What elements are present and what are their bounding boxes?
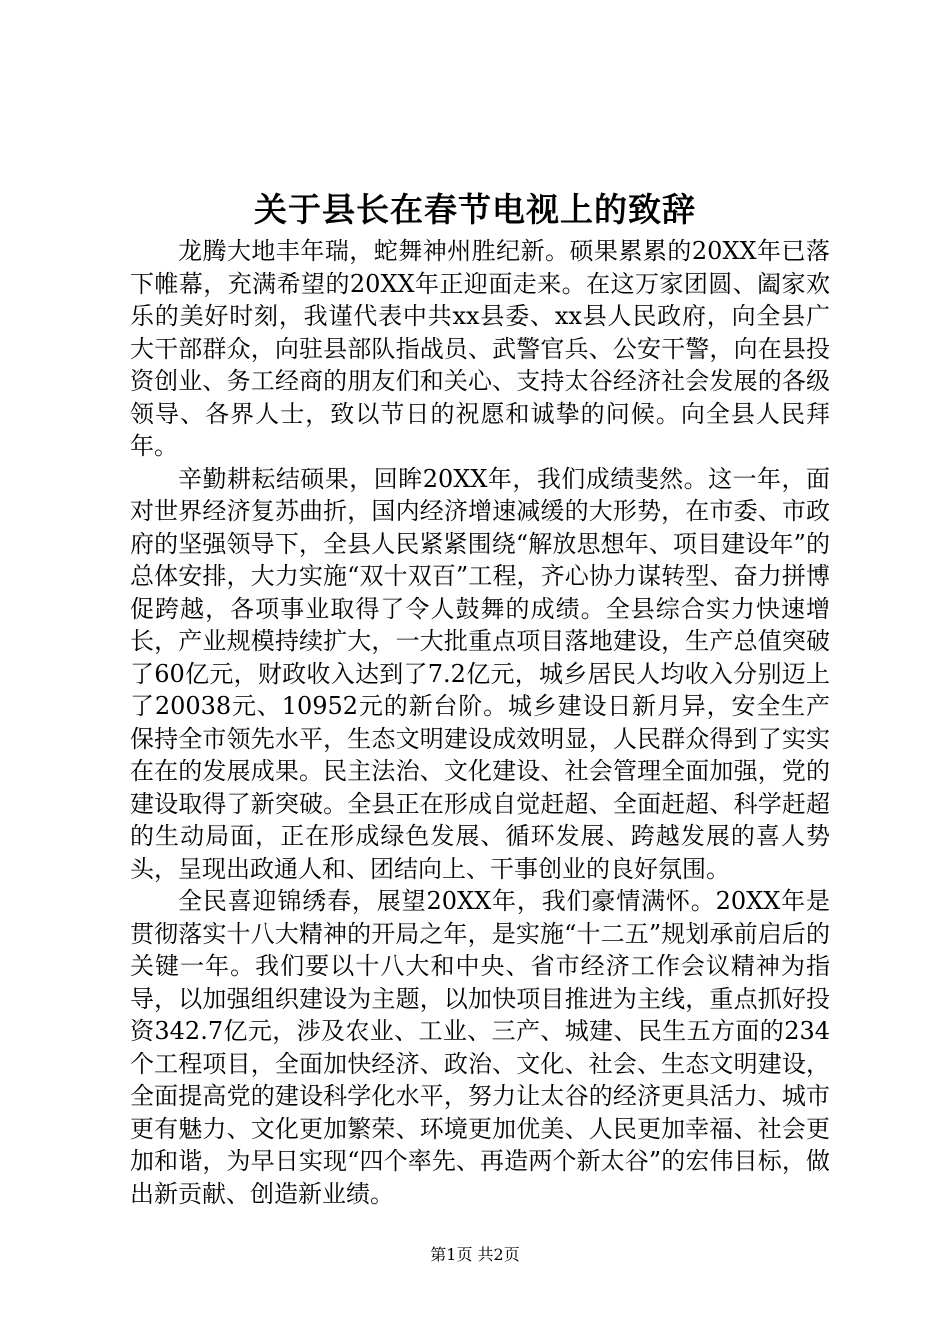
paragraph-3: 全民喜迎锦绣春，展望20XX年，我们豪情满怀。20XX年是贯彻落实十八大精神的开局之年，是实施“十二五”规划承前启后的关键一年。我们要以十八大和中央、省市经济工作会议精神为指导，以加强组织建设为主题，以加快项目推进为主线，重点抓好投资342.7亿元，涉及农业、工业、三产、城建、民生五方面的234个工程项目，全面加快经济、政治、文化、社会、生态文明建设，全面提高党的建设科学化水平，努力让太谷的经济更具活力、城市更有魅力、文化更加繁荣、环境更加优美、人民更加幸福、社会更加和谐，为早日实现“四个率先、再造两个新太谷”的宏伟目标，做出新贡献、创造新业绩。 (130, 887, 830, 1208)
paragraph-1: 龙腾大地丰年瑞，蛇舞神州胜纪新。硕果累累的20XX年已落下帷幕，充满希望的20XX年正迎面走来。在这万家团圆、阖家欢乐的美好时刻，我谨代表中共xx县委、xx县人民政府，向全县广大干部群众，向驻县部队指战员、武警官兵、公安干警，向在县投资创业、务工经商的朋友们和关心、支持太谷经济社会发展的各级领导、各界人士，致以节日的祝愿和诚挚的问候。向全县人民拜年。 (130, 237, 830, 460)
paragraph-2: 辛勤耕耘结硕果，回眸20XX年，我们成绩斐然。这一年，面对世界经济复苏曲折，国内经济增速减缓的大形势，在市委、市政府的坚强领导下，全县人民紧紧围绕“解放思想年、项目建设年”的总体安排，大力实施“双十双百”工程，齐心协力谋转型、奋力拼博促跨越，各项事业取得了令人鼓舞的成绩。全县综合实力快速增长，产业规模持续扩大，一大批重点项目落地建设，生产总值突破了60亿元，财政收入达到了7.2亿元，城乡居民人均收入分别迈上了20038元、10952元的新台阶。城乡建设日新月异，安全生产保持全市领先水平，生态文明建设成效明显，人民群众得到了实实在在的发展成果。民主法治、文化建设、社会管理全面加强，党的建设取得了新突破。全县正在形成自觉赶超、全面赶超、科学赶超的生动局面，正在形成绿色发展、循环发展、跨越发展的喜人势头，呈现出政通人和、团结向上、干事创业的良好氛围。 (130, 464, 830, 883)
page-title: 关于县长在春节电视上的致辞 (254, 190, 696, 229)
page-footer: 第1页 共2页 (430, 1245, 520, 1264)
document-body (130, 235, 830, 1210)
